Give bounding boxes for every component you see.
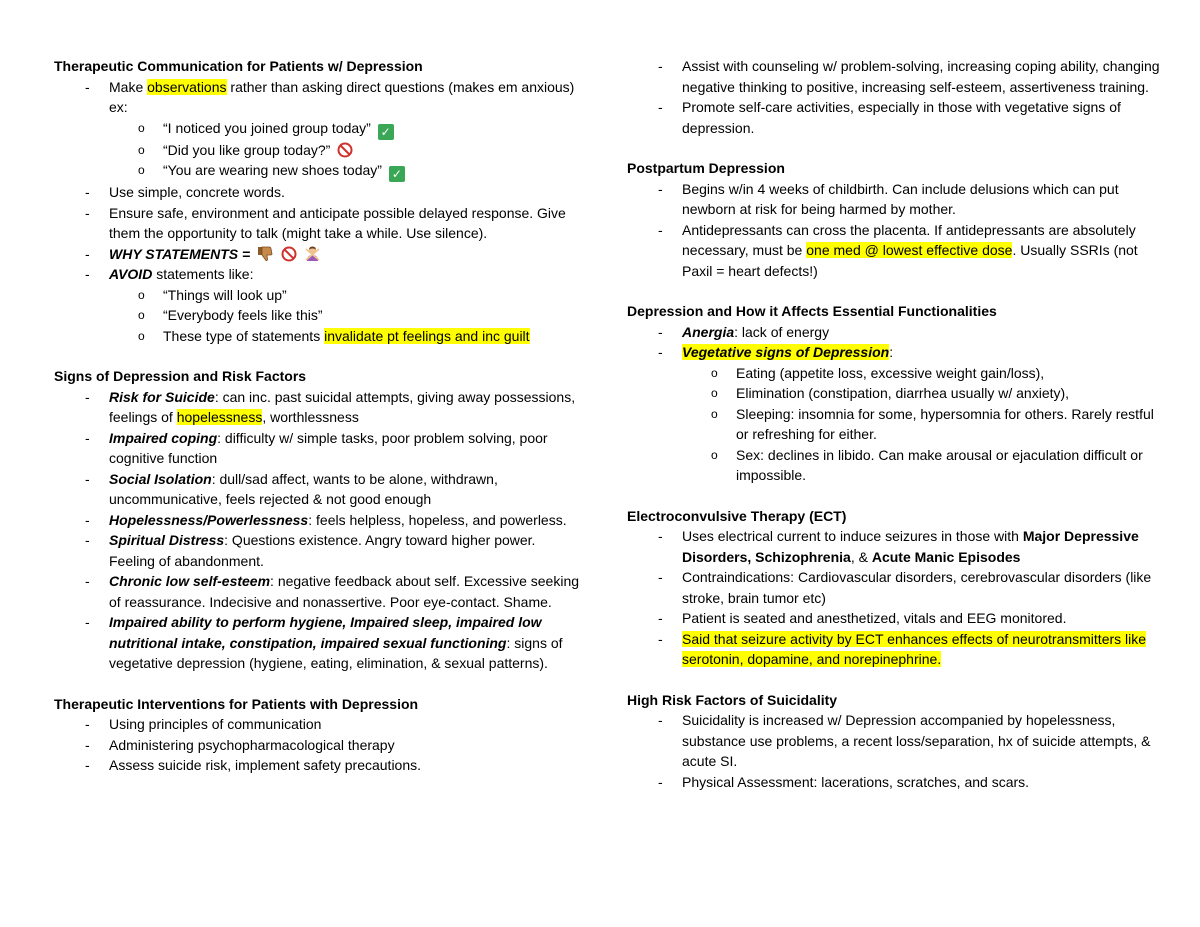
list-item: - WHY STATEMENTS = <box>54 244 584 265</box>
highlighted-text: Vegetative signs of Depression <box>682 344 890 360</box>
list-item: - Hopelessness/Powerlessness: feels helpless, hopeless, and powerless. <box>85 511 567 528</box>
list-item: - Vegetative signs of Depression: <box>658 344 894 360</box>
highlighted-text: observations <box>147 78 227 95</box>
list-item: - Assist with counseling w/ problem-solving, increasing coping ability, changing negative thinking to positive, increasing self-esteem, assertiveness training. <box>658 58 1160 95</box>
list-item: - Contraindications: Cardiovascular disorders, cerebrovascular disorders (like stroke, brain tumor etc) <box>658 569 1152 606</box>
section-interventions-continued <box>627 56 1167 138</box>
list-item: - Using principles of communication <box>85 716 322 732</box>
section-heading: High Risk Factors of Suicidality <box>627 691 838 708</box>
sub-list-item: o Sleeping: insomnia for some, hypersomnia for others. Rarely restful or refreshing for either. <box>711 405 1154 442</box>
sub-list-item: o Eating (appetite loss, excessive weight gain/loss), <box>711 364 1045 381</box>
list-item: - Promote self-care activities, especially in those with vegetative signs of depression. <box>658 99 1121 136</box>
highlighted-text: one med @ lowest effective dose <box>806 242 1013 258</box>
sub-list-item: o Elimination (constipation, diarrhea usually w/ anxiety), <box>711 385 1070 401</box>
section-heading: Depression and How it Affects Essential Functionalities <box>627 303 997 319</box>
section-heading: Therapeutic Interventions for Patients with Depression <box>54 695 419 712</box>
sub-list-item: o “Things will look up” <box>138 286 287 303</box>
check-mark-icon: ✓ <box>389 166 405 182</box>
section-therapeutic-communication <box>54 56 584 346</box>
section-heading: Therapeutic Communication for Patients w/ Depression <box>54 58 423 74</box>
highlighted-text: Said that seizure activity by ECT enhances effects of neurotransmitters like serotonin, dopamine, and norepinephrine. <box>682 630 1147 667</box>
list-item: - Impaired coping: difficulty w/ simple tasks, poor problem solving, poor cognitive function <box>85 429 548 466</box>
left-column <box>54 56 584 796</box>
list-item: - Use simple, concrete words. <box>85 184 285 200</box>
list-item: - Suicidality is increased w/ Depression accompanied by hopelessness, substance use problems, a recent loss/separation, hx of suicide attempts, & acute SI. <box>658 712 1151 769</box>
list-item: - Said that seizure activity by ECT enhances effects of neurotransmitters like serotonin, dopamine, and norepinephrine. <box>658 630 1147 667</box>
list-item: - Chronic low self-esteem: negative feedback about self. Excessive seeking of reassurance. Indecisive and nonassertive. Poor eye-contact. Shame. <box>85 573 580 610</box>
sub-list-item: o “You are wearing new shoes today” ✓ <box>54 160 584 182</box>
list-item: - Anergia: lack of energy <box>658 323 830 340</box>
section-postpartum-depression <box>627 158 1167 281</box>
list-item: - Assess suicide risk, implement safety precautions. <box>85 757 422 773</box>
list-item: - Risk for Suicide: can inc. past suicidal attempts, giving away possessions, feelings of hopelessness, worthlessness <box>85 388 576 425</box>
sub-list-item: o “Did you like group today?” <box>54 140 584 161</box>
list-item: - Spiritual Distress: Questions existence. Angry toward higher power. Feeling of abandonment. <box>85 532 536 569</box>
list-item: - Physical Assessment: lacerations, scratches, and scars. <box>658 773 1030 790</box>
section-essential-functionalities <box>627 301 1167 486</box>
right-column <box>627 56 1167 812</box>
section-heading: Electroconvulsive Therapy (ECT) <box>627 507 847 524</box>
list-item: - Ensure safe, environment and anticipate possible delayed response. Give them the opportunity to talk (might take a while. Use silence). <box>85 204 566 241</box>
check-mark-icon: ✓ <box>378 124 394 140</box>
list-item: - Begins w/in 4 weeks of childbirth. Can include delusions which can put newborn at risk for being harmed by mother. <box>658 180 1119 217</box>
section-therapeutic-interventions <box>54 694 584 776</box>
section-suicidality-risk <box>627 690 1167 793</box>
list-item: - Impaired ability to perform hygiene, Impaired sleep, impaired low nutritional intake, constipation, impaired sexual functioning: signs of vegetative depression (hygiene, eating, elimination, & sexual patterns). <box>85 614 563 671</box>
person-gesturing-no-icon <box>304 245 321 262</box>
list-item: - Uses electrical current to induce seizures in those with Major Depressive Disorders, Schizophrenia, & Acute Manic Episodes <box>658 528 1139 565</box>
thumbs-down-icon <box>257 245 274 262</box>
section-signs-of-depression <box>54 366 584 674</box>
sub-list-item: o These type of statements invalidate pt feelings and inc guilt <box>138 327 530 344</box>
section-heading: Postpartum Depression <box>627 160 785 176</box>
sub-list-item: o “I noticed you joined group today” ✓ <box>54 118 584 140</box>
list-item: - Administering psychopharmacological therapy <box>85 736 395 753</box>
highlighted-text: hopelessness <box>176 409 263 425</box>
prohibited-icon <box>337 142 353 158</box>
section-heading: Signs of Depression and Risk Factors <box>54 368 307 384</box>
sub-list-item: o “Everybody feels like this” <box>138 307 323 323</box>
list-item: - Patient is seated and anesthetized, vitals and EEG monitored. <box>658 610 1067 626</box>
list-item: - Make observations rather than asking direct questions (makes em anxious) ex: <box>85 78 575 115</box>
section-ect <box>627 506 1167 670</box>
highlighted-text: invalidate pt feelings and inc guilt <box>324 327 530 344</box>
list-item: - Antidepressants can cross the placenta. If antidepressants are absolutely necessary, must be one med @ lowest effective dose. Usually SSRIs (not Paxil = heart defects!) <box>658 221 1138 279</box>
sub-list-item: o Sex: declines in libido. Can make arousal or ejaculation difficult or impossible. <box>711 446 1143 483</box>
prohibited-icon <box>281 246 297 262</box>
list-item: - Social Isolation: dull/sad affect, wants to be alone, withdrawn, uncommunicative, feels rejected & not good enough <box>85 470 498 507</box>
list-item: - AVOID statements like: <box>85 266 254 282</box>
